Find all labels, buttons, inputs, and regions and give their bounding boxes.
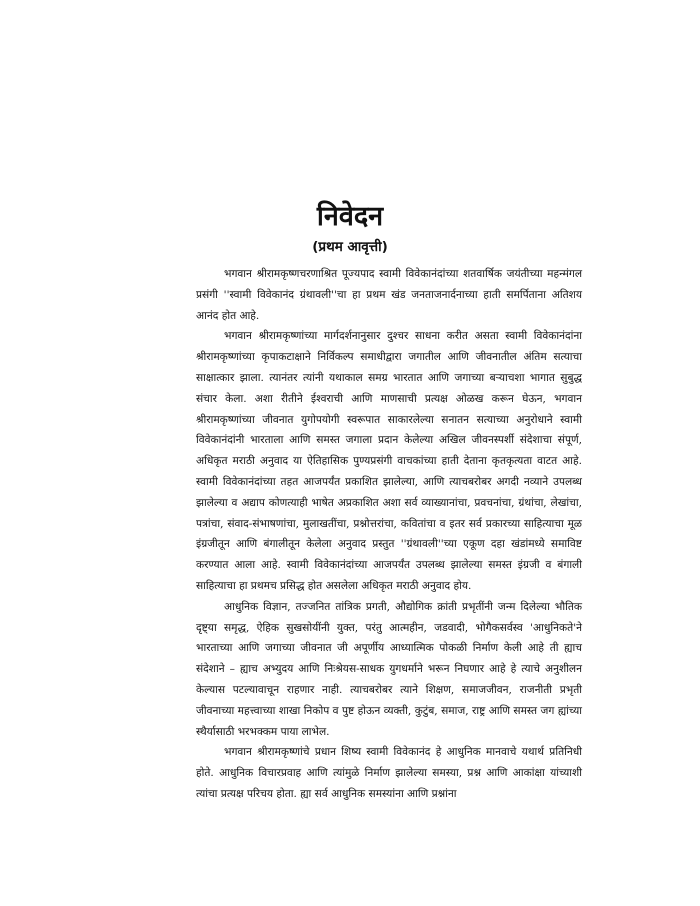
body-text: [196, 264, 582, 805]
page-subtitle: (प्रथम आवृत्ती): [312, 239, 388, 255]
paragraph-4: भगवान श्रीरामकृष्णांचे प्रधान शिष्य स्वामी विवेकानंद हे आधुनिक मानवाचे यथार्थ प्रतिनिधी होते. आधुनिक विचारप्रवाह आणि त्यांमुळे निर्माण झालेल्या समस्या, प्रश्न आणि आकांक्षा यांच्याशी त्यांचा प्रत्यक्ष परिचय होता. ह्या सर्व आधुनिक समस्यांना आणि प्रश्नांना: [196, 746, 582, 800]
paragraph-2: भगवान श्रीरामकृष्णांच्या मार्गदर्शनानुसार दुश्चर साधना करीत असता स्वामी विवेकानंदांना श्रीरामकृष्णांच्या कृपाकटाक्षाने निर्विकल्प समाधीद्वारा जगातील आणि जीवनातील अंतिम सत्याचा साक्षात्कार झाला. त्यानंतर त्यांनी यथाकाल समग्र भारतात आणि जगाच्या बऱ्याचशा भागात सुबुद्ध संचार केला. अशा रीतीने ईश्वराची आणि माणसाची प्रत्यक्ष ओळख करून घेऊन, भगवान श्रीरामकृष्णांच्या जीवनात युगोपयोगी स्वरूपात साकारलेल्या सनातन सत्याच्या अनुरोधाने स्वामी विवेकानंदांनी भारताला आणि समस्त जगाला प्रदान केलेल्या अखिल जीवनस्पर्शी संदेशाचा संपूर्ण, अधिकृत मराठी अनुवाद या ऐतिहासिक पुण्यप्रसंगी वाचकांच्या हाती देताना कृतकृत्यता वाटत आहे. स्वामी विवेकानंदांच्या तहत आजपर्यंत प्रकाशित झालेल्या, आणि त्याचबरोबर अगदी नव्याने उपलब्ध झालेल्या व अद्याप कोणत्याही भाषेत अप्रकाशित अशा सर्व व्याख्यानांचा, प्रवचनांचा, ग्रंथांचा, लेखांचा, पत्रांचा, संवाद-संभाषणांचा, मुलाखतींचा, प्रश्नोत्तरांचा, कवितांचा व इतर सर्व प्रकारच्या साहित्याचा मूळ इंग्रजीतून आणि बंगालीतून केलेला अनुवाद प्रस्तुत ''ग्रंथावली''च्या एकूण दहा खंडांमध्ये समाविष्ट करण्यात आला आहे. स्वामी विवेकानंदांच्या आजपर्यंत उपलब्ध झालेल्या समस्त इंग्रजी व बंगाली साहित्याचा हा प्रथमच प्रसिद्ध होत असलेला अधिकृत मराठी अनुवाद होय.: [196, 330, 582, 592]
paragraph-3: आधुनिक विज्ञान, तज्जनित तांत्रिक प्रगती, औद्योगिक क्रांती प्रभृतींनी जन्म दिलेल्या भौतिक दृष्ट्या समृद्ध, ऐहिक सुखसोयींनी युक्त, परंतु आत्महीन, जडवादी, भोगैकसर्वस्व 'आधुनिकते'ने भारताच्या आणि जगाच्या जीवनात जी अपूर्णीय आध्यात्मिक पोकळी निर्माण केली आहे ती ह्याच संदेशाने – ह्याच अभ्युदय आणि निःश्रेयस-साधक युगधर्माने भरून निघणार आहे हे त्याचे अनुशीलन केल्यास पटल्यावाचून राहणार नाही. त्याचबरोबर त्याने शिक्षण, समाजजीवन, राजनीती प्रभृती जीवनाच्या महत्त्वाच्या शाखा निकोप व पुष्ट होऊन व्यक्ती, कुटुंब, समाज, राष्ट्र आणि समस्त जग ह्यांच्या स्थैर्यासाठी भरभक्कम पाया लाभेल.: [196, 600, 582, 738]
page-title: निवेदन: [316, 201, 384, 232]
paragraph-1: भगवान श्रीरामकृष्णचरणाश्रित पूज्यपाद स्वामी विवेकानंदांच्या शतवार्षिक जयंतीच्या महन्मंगल प्रसंगी ''स्वामी विवेकानंद ग्रंथावली''चा हा प्रथम खंड जनताजनार्दनाच्या हाती समर्पिताना अतिशय आनंद होत आहे.: [196, 268, 582, 322]
